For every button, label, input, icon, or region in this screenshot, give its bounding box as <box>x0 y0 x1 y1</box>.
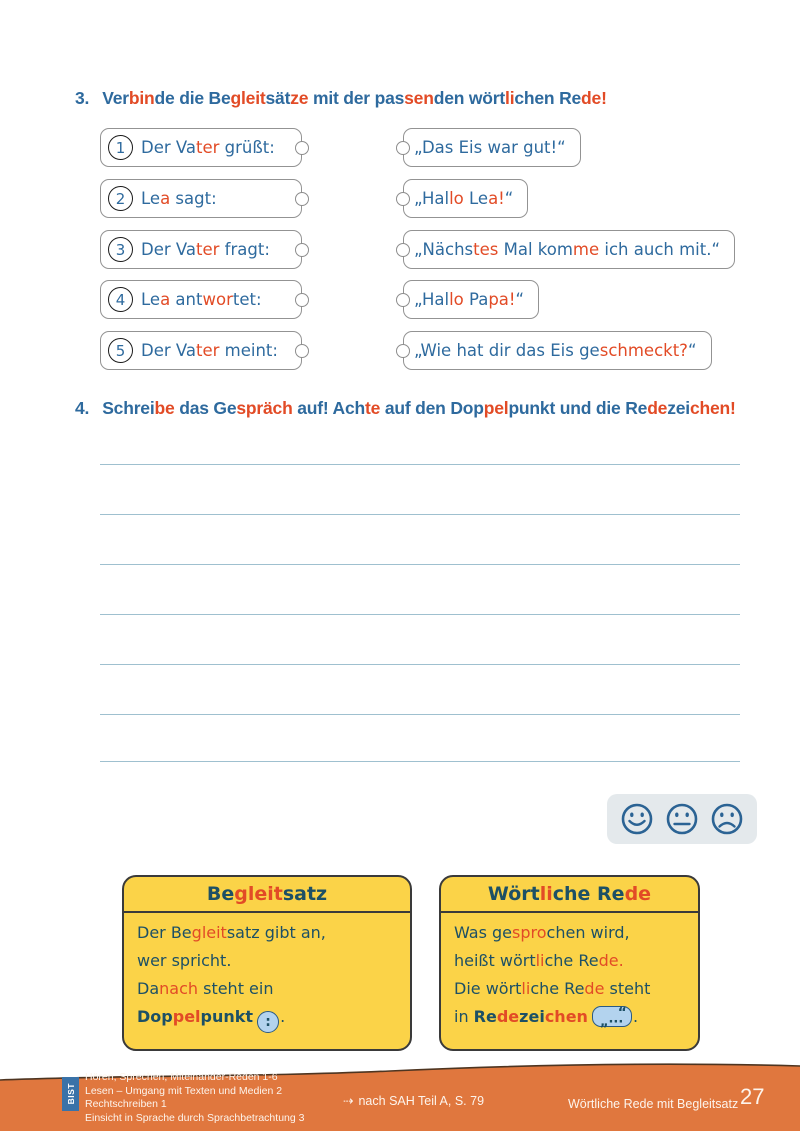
info-box-body <box>441 913 698 1031</box>
dashed-arrow-icon: ⇢ <box>343 1094 353 1108</box>
match-source-box-5[interactable] <box>100 331 302 370</box>
info-box-woertliche-rede <box>439 875 700 1051</box>
info-line: Die wörtliche Rede steht <box>454 979 651 998</box>
quotes-badge: „··· “ <box>592 1006 632 1027</box>
item-number-badge: 4 <box>108 287 133 312</box>
item-number-badge: 2 <box>108 186 133 211</box>
match-target-box-1[interactable] <box>403 128 581 167</box>
colon-badge: : <box>257 1011 279 1033</box>
info-line: in Redezeichen „··· “ . <box>454 1005 639 1030</box>
match-target-label: „Hallo Lea!“ <box>414 189 514 208</box>
match-target-box-5[interactable] <box>403 331 712 370</box>
match-target-box-3[interactable] <box>403 230 735 269</box>
info-line: Danach steht ein <box>137 979 274 998</box>
exercise3-number: 3. <box>75 88 90 108</box>
writing-line-2[interactable] <box>100 514 740 515</box>
bist-label: BIST <box>65 1083 76 1105</box>
connector-dot-icon[interactable] <box>396 192 410 206</box>
match-source-label: Lea sagt: <box>141 189 217 208</box>
match-source-box-2[interactable] <box>100 179 302 218</box>
standards-list <box>85 1071 304 1125</box>
connector-dot-icon[interactable] <box>396 243 410 257</box>
writing-line-6[interactable] <box>100 714 740 715</box>
exercise4-title: Schreibe das Gespräch auf! Achte auf den Doppelpunkt und die Redezeichen! <box>102 398 736 418</box>
standards-line: Rechtschreiben 1 <box>85 1098 167 1110</box>
match-source-label: Lea antwortet: <box>141 290 262 309</box>
match-target-label: „Hallo Papa!“ <box>414 290 525 309</box>
match-target-label: „Das Eis war gut!“ <box>414 138 566 157</box>
info-line: Der Begleitsatz gibt an, <box>137 923 326 942</box>
writing-line-7[interactable] <box>100 761 740 762</box>
info-line: Was gesprochen wird, <box>454 923 630 942</box>
sad-face-icon[interactable] <box>709 801 745 837</box>
standards-line: Einsicht in Sprache durch Sprachbetrachtung 3 <box>85 1111 305 1124</box>
standards-line: Lesen – Umgang mit Texten und Medien 2 <box>85 1084 283 1097</box>
exercise3-heading <box>75 88 607 109</box>
writing-line-4[interactable] <box>100 614 740 615</box>
item-number-badge: 5 <box>108 338 133 363</box>
match-target-label: „Wie hat dir das Eis geschmeckt?“ <box>414 341 697 360</box>
match-source-box-4[interactable] <box>100 280 302 319</box>
neutral-face-icon[interactable] <box>664 801 700 837</box>
exercise4-number: 4. <box>75 398 90 418</box>
match-target-box-2[interactable] <box>403 179 528 218</box>
connector-dot-icon[interactable] <box>396 141 410 155</box>
exercise4-heading <box>75 398 736 419</box>
match-source-label: Der Vater meint: <box>141 341 278 360</box>
match-source-box-3[interactable] <box>100 230 302 269</box>
match-target-box-4[interactable] <box>403 280 539 319</box>
info-box-body <box>124 913 410 1033</box>
match-source-label: Der Vater fragt: <box>141 240 270 259</box>
info-box-title: Wört li che Re de <box>441 877 698 913</box>
chapter-title: Wörtliche Rede mit Begleitsatz <box>568 1097 739 1111</box>
match-source-label: Der Vater grüßt: <box>141 138 275 157</box>
match-target-label: „Nächstes Mal komme ich auch mit.“ <box>414 240 721 259</box>
connector-dot-icon[interactable] <box>396 293 410 307</box>
info-line: wer spricht. <box>137 951 232 970</box>
connector-dot-icon[interactable] <box>295 192 309 206</box>
connector-dot-icon[interactable] <box>396 344 410 358</box>
connector-dot-icon[interactable] <box>295 293 309 307</box>
connector-dot-icon[interactable] <box>295 344 309 358</box>
exercise3-title: Verbinde die Begleitsätze mit der passenden wörtlichen Rede! <box>102 88 607 108</box>
reference-text: nach SAH Teil A, S. 79 <box>358 1094 485 1108</box>
info-line: heißt wörtliche Rede. <box>454 951 624 970</box>
item-number-badge: 1 <box>108 135 133 160</box>
page-number: 27 <box>740 1084 765 1109</box>
info-box-begleitsatz <box>122 875 412 1051</box>
connector-dot-icon[interactable] <box>295 243 309 257</box>
info-box-title: Be gleit satz <box>124 877 410 913</box>
self-assessment-panel <box>607 794 757 844</box>
item-number-badge: 3 <box>108 237 133 262</box>
connector-dot-icon[interactable] <box>295 141 309 155</box>
writing-line-1[interactable] <box>100 464 740 465</box>
bist-tab <box>62 1077 79 1111</box>
happy-face-icon[interactable] <box>619 801 655 837</box>
info-line: Doppelpunkt : . <box>137 1003 397 1033</box>
match-source-box-1[interactable] <box>100 128 302 167</box>
writing-line-5[interactable] <box>100 664 740 665</box>
standards-line: Hören, Sprechen, Miteinander-Reden 1-6 <box>85 1071 278 1083</box>
writing-line-3[interactable] <box>100 564 740 565</box>
source-reference <box>343 1093 484 1108</box>
